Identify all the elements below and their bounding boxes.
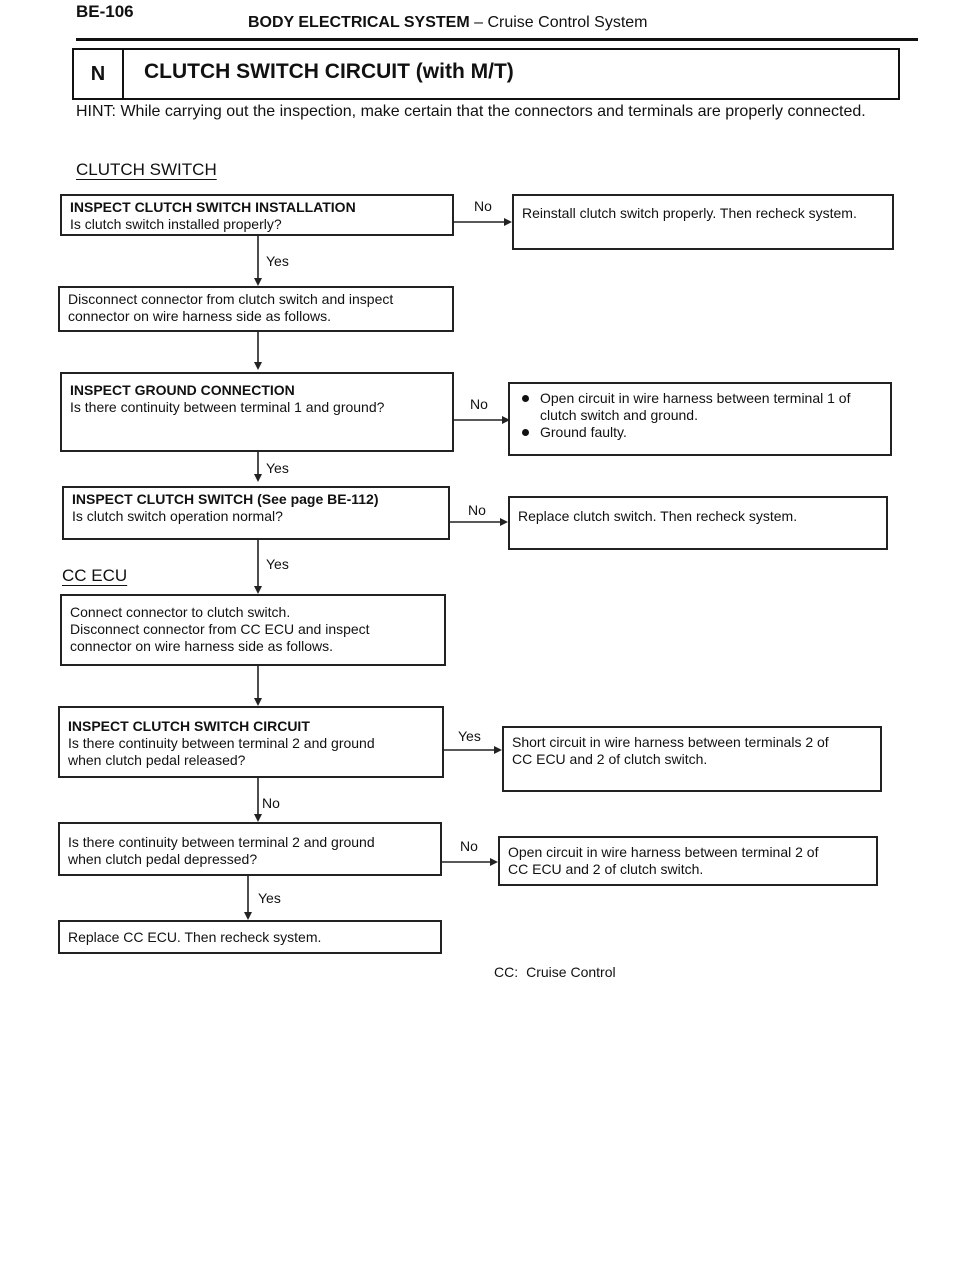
step-text: Disconnect connector from CC ECU and inspect — [70, 621, 370, 637]
label-no: No — [470, 396, 488, 412]
step-text: Replace CC ECU. Then recheck system. — [68, 929, 322, 945]
arrowhead-v3 — [254, 474, 262, 482]
result-text: Short circuit in wire harness between terminals 2 of — [512, 734, 829, 750]
result-text: CC ECU and 2 of clutch switch. — [508, 861, 704, 877]
arrowhead-v5 — [254, 698, 262, 706]
result-short-circuit — [502, 726, 882, 792]
step-question: when clutch pedal released? — [68, 752, 246, 768]
step-inspect-clutch-switch — [62, 486, 450, 540]
step-title: INSPECT CLUTCH SWITCH CIRCUIT — [68, 718, 310, 734]
step-text: connector on wire harness side as follows. — [70, 638, 334, 654]
header-separator: – — [469, 14, 488, 31]
step-text: Connect connector to clutch switch. — [70, 604, 291, 620]
result-replace-switch — [508, 496, 888, 550]
step-connect-cc-ecu — [60, 594, 446, 666]
label-no: No — [468, 502, 486, 518]
arrowhead-v1 — [254, 278, 262, 286]
result-open-circuit — [498, 836, 878, 886]
footnote-meaning: Cruise Control — [526, 964, 616, 980]
step-question: Is clutch switch operation normal? — [72, 508, 283, 524]
arrowhead-v2 — [254, 362, 262, 370]
footnote — [494, 964, 624, 980]
arrowhead-h4 — [494, 746, 502, 754]
arrowhead-v7 — [244, 912, 252, 920]
arrowhead-v6 — [254, 814, 262, 822]
label-yes: Yes — [258, 890, 281, 906]
step-text: Disconnect connector from clutch switch and inspect — [68, 291, 394, 307]
result-text: Open circuit in wire harness between terminal 2 of — [508, 844, 819, 860]
result-text: CC ECU and 2 of clutch switch. — [512, 751, 708, 767]
result-ground-circuit — [508, 382, 892, 456]
result-reinstall-switch — [512, 194, 894, 250]
label-no: No — [474, 198, 492, 214]
label-yes: Yes — [266, 253, 289, 269]
step-continuity-depressed — [58, 822, 442, 876]
result-bullet: Ground faulty. — [516, 424, 884, 441]
arrowhead-h5 — [490, 858, 498, 866]
hint-text: HINT: While carrying out the inspection, make certain that the connectors and terminals are properly connected. — [76, 103, 866, 120]
step-inspect-installation — [60, 194, 454, 236]
page-code: BE-106 — [76, 2, 134, 21]
arrowhead-v4 — [254, 586, 262, 594]
system-name: BODY ELECTRICAL SYSTEM — [248, 14, 470, 31]
label-no: No — [460, 838, 478, 854]
result-text: Replace clutch switch. Then recheck system. — [518, 508, 798, 524]
step-disconnect-clutch-switch — [58, 286, 454, 332]
step-replace-cc-ecu — [58, 920, 442, 954]
section-letter: N — [74, 50, 124, 98]
step-text: connector on wire harness side as follows. — [68, 308, 332, 324]
step-title: INSPECT CLUTCH SWITCH INSTALLATION — [70, 199, 356, 215]
step-question: when clutch pedal depressed? — [68, 851, 258, 867]
result-text: Reinstall clutch switch properly. Then recheck system. — [522, 205, 857, 221]
section-title: CLUTCH SWITCH CIRCUIT (with M/T) — [144, 60, 514, 83]
label-yes: Yes — [266, 460, 289, 476]
step-question: Is there continuity between terminal 1 and ground? — [70, 399, 385, 415]
step-question: Is there continuity between terminal 2 and ground — [68, 834, 375, 850]
arrowhead-h3 — [500, 518, 508, 526]
step-inspect-clutch-circuit — [58, 706, 444, 778]
label-no: No — [262, 795, 280, 811]
footnote-abbr: CC: — [494, 964, 519, 980]
step-title: INSPECT CLUTCH SWITCH (See page BE-112) — [72, 491, 379, 507]
result-bullet-list — [516, 390, 884, 441]
step-question: Is clutch switch installed properly? — [70, 216, 282, 232]
result-bullet: Open circuit in wire harness between terminal 1 of clutch switch and ground. — [516, 390, 884, 424]
subsystem-name: Cruise Control System — [487, 14, 648, 31]
step-title: INSPECT GROUND CONNECTION — [70, 382, 295, 398]
step-question: Is there continuity between terminal 2 and ground — [68, 735, 375, 751]
step-inspect-ground — [60, 372, 454, 452]
label-yes: Yes — [266, 556, 289, 572]
arrowhead-h1 — [504, 218, 512, 226]
label-yes: Yes — [458, 728, 481, 744]
section-clutch-switch: CLUTCH SWITCH — [76, 160, 217, 179]
section-cc-ecu: CC ECU — [62, 566, 128, 585]
